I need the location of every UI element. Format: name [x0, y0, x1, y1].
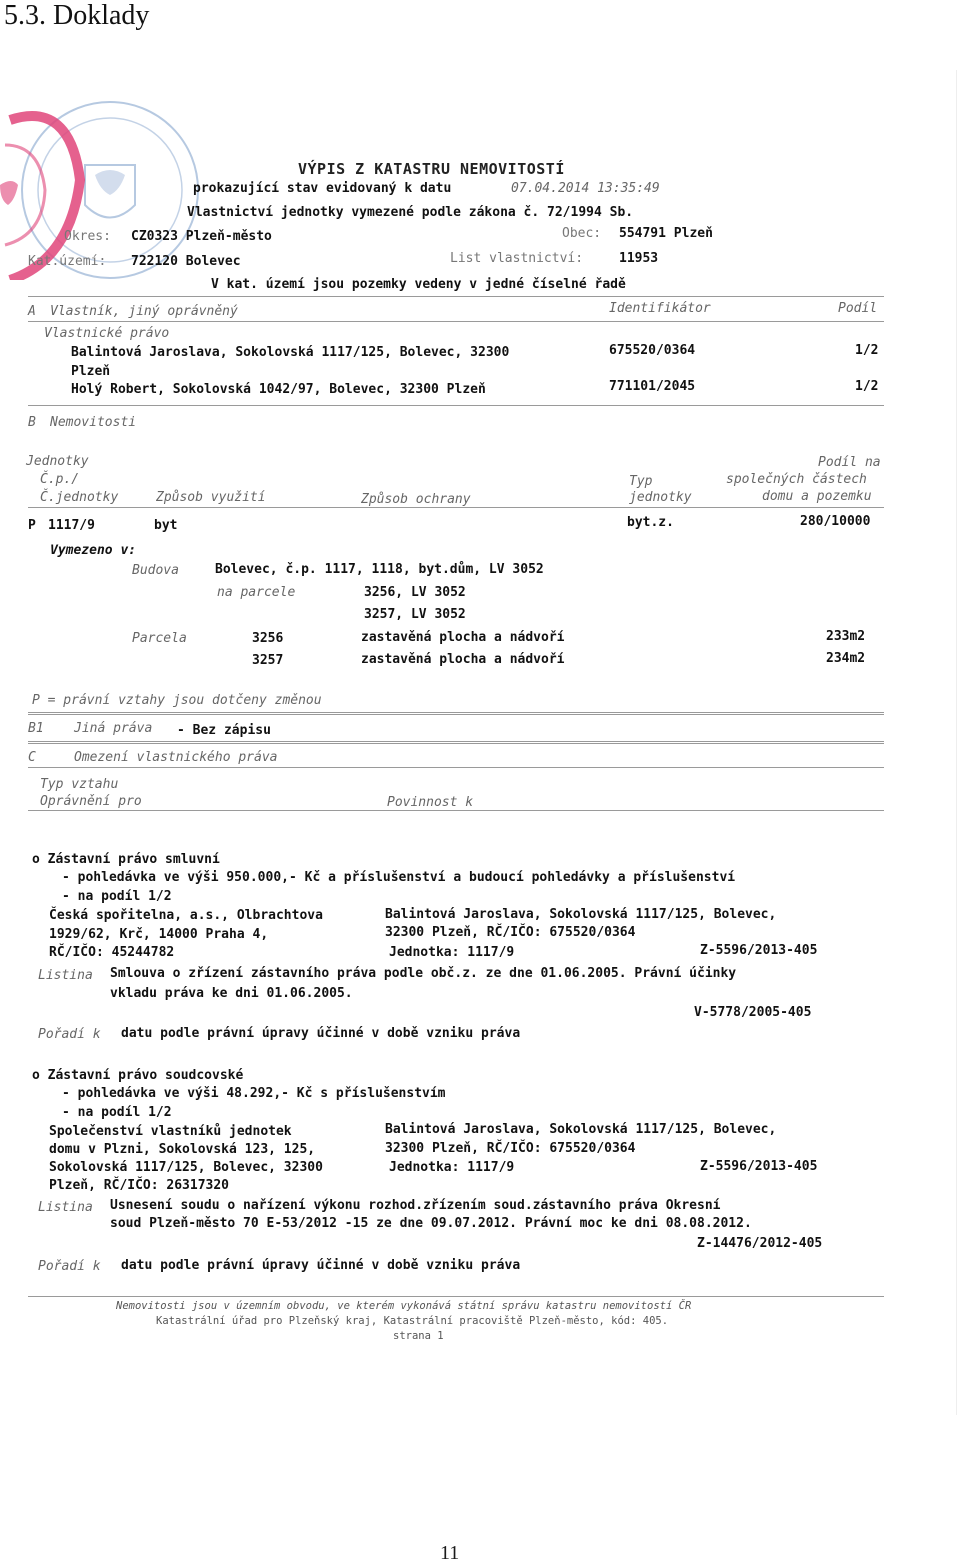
owner-1-share: 1/2 [855, 343, 879, 358]
official-stamp-seal [0, 90, 210, 280]
parcel-2-kind: zastavěná plocha a nádvoří [361, 652, 565, 667]
divider [28, 405, 884, 406]
unit-share: 280/10000 [800, 514, 871, 529]
owner-2-id: 771101/2045 [609, 379, 696, 394]
state-date-label: prokazující stav evidovaný k datu [193, 181, 452, 196]
entry2-listina1: Usnesení soudu o nařízení výkonu rozhod.zřízením soud.zástavního práva Okresní [110, 1198, 721, 1213]
col-identifikator: Identifikátor [609, 301, 711, 316]
entry2-listina-label: Listina [38, 1200, 93, 1215]
entry2-ref2: Z-14476/2012-405 [697, 1236, 823, 1251]
section-a-title: Vlastník, jiný oprávněný [50, 304, 238, 319]
entry1-listina2: vkladu práva ke dni 01.06.2005. [110, 986, 353, 1001]
section-b-label: B [28, 415, 36, 430]
footer-line2: Katastrální úřad pro Plzeňský kraj, Katastrální pracoviště Plzeň-město, kód: 405. [156, 1315, 669, 1327]
footer-page: strana 1 [393, 1330, 444, 1342]
entry1-title: o Zástavní právo smluvní [32, 852, 220, 867]
h-cjednotky: Č.jednotky [40, 490, 119, 505]
ownership-right-label: Vlastnické právo [44, 326, 170, 341]
section-b1-value: - Bez zápisu [177, 723, 271, 738]
owner-1-name: Balintová Jaroslava, Sokolovská 1117/125, Bolevec, 32300 [71, 345, 510, 360]
budova-label: Budova [132, 563, 179, 578]
section-a-label: A [28, 304, 36, 319]
state-date-value: 07.04.2014 13:35:49 [511, 181, 660, 196]
divider [28, 296, 884, 297]
entry2-debtor3: Jednotka: 1117/9 [389, 1160, 515, 1175]
h-zpusob-ochrany: Způsob ochrany [361, 492, 471, 507]
pozemky-note: V kat. území jsou pozemky vedeny v jedné číselné řadě [211, 277, 626, 292]
na-parcele-1: 3256, LV 3052 [364, 585, 466, 600]
footer-line1: Nemovitosti jsou v územním obvodu, ve kterém vykonává státní správu katastru nemovitostí ČR [116, 1300, 692, 1312]
na-parcele-2: 3257, LV 3052 [364, 607, 466, 622]
divider [28, 810, 884, 811]
h-spolecnych: společných částech [726, 472, 867, 487]
katuz-label: Kat.území: [28, 254, 107, 269]
entry2-creditor4: Plzeň, RČ/IČO: 26317320 [49, 1178, 230, 1193]
h-jednotky-type: jednotky [629, 490, 692, 505]
section-heading: 5.3. Doklady [4, 0, 150, 31]
h-povinnost-k: Povinnost k [387, 795, 474, 810]
h-domu-pozemku: domu a pozemku [762, 489, 872, 504]
h-opravneni-pro: Oprávnění pro [40, 794, 142, 809]
entry1-debtor2: 32300 Plzeň, RČ/IČO: 675520/0364 [385, 925, 636, 940]
entry1-creditor3: RČ/IČO: 45244782 [49, 945, 175, 960]
h-typ: Typ [629, 474, 653, 489]
section-b1-title: Jiná práva [74, 721, 153, 736]
section-c-title: Omezení vlastnického práva [74, 750, 278, 765]
entry2-line1: - pohledávka ve výši 48.292,- Kč s příslušenstvím [62, 1086, 446, 1101]
entry2-listina2: soud Plzeň-město 70 E-53/2012 -15 ze dne 09.07.2012. Právní moc ke dni 08.08.2012. [110, 1216, 752, 1231]
entry1-creditor2: 1929/62, Krč, 14000 Praha 4, [49, 927, 269, 942]
owner-2-share: 1/2 [855, 379, 879, 394]
entry2-creditor3: Sokolovská 1117/125, Bolevec, 32300 [49, 1160, 323, 1175]
h-jednotky: Jednotky [26, 454, 89, 469]
parcel-2-no: 3257 [252, 653, 284, 668]
entry1-listina-label: Listina [38, 968, 93, 983]
parcela-label: Parcela [132, 631, 187, 646]
entry1-debtor3: Jednotka: 1117/9 [389, 945, 515, 960]
obec-label: Obec: [562, 226, 602, 241]
entry1-line2: - na podíl 1/2 [62, 889, 172, 904]
entry2-debtor1: Balintová Jaroslava, Sokolovská 1117/125, Bolevec, [385, 1122, 777, 1137]
unit-use: byt [154, 518, 178, 533]
divider [28, 507, 884, 508]
entry2-line2: - na podíl 1/2 [62, 1105, 172, 1120]
section-b-title: Nemovitosti [50, 415, 137, 430]
entry1-line1: - pohledávka ve výši 950.000,- Kč a příslušenství a budoucí pohledávky a příslušenství [62, 870, 736, 885]
unit-flag: P [28, 518, 36, 533]
entry2-creditor2: domu v Plzni, Sokolovská 123, 125, [49, 1142, 316, 1157]
entry1-listina1: Smlouva o zřízení zástavního práva podle obč.z. ze dne 01.06.2005. Právní účinky [110, 966, 737, 981]
entry1-poradi-label: Pořadí k [38, 1027, 101, 1042]
divider [28, 741, 884, 744]
entry2-creditor1: Společenství vlastníků jednotek [49, 1124, 292, 1139]
entry1-ref: Z-5596/2013-405 [700, 943, 818, 958]
unit-type: byt.z. [627, 515, 674, 530]
entry1-ref2: V-5778/2005-405 [694, 1005, 812, 1020]
entry2-poradi: datu podle právní úpravy účinné v době vzniku práva [121, 1258, 521, 1273]
obec-value: 554791 Plzeň [619, 226, 713, 241]
entry1-poradi: datu podle právní úpravy účinné v době vzniku práva [121, 1026, 521, 1041]
na-parcele-label: na parcele [217, 585, 296, 600]
entry1-creditor1: Česká spořitelna, a.s., Olbrachtova [49, 908, 323, 923]
h-podil-na: Podíl na [818, 455, 881, 470]
lv-value: 11953 [619, 251, 659, 266]
unit-number: 1117/9 [48, 518, 95, 533]
entry2-ref: Z-5596/2013-405 [700, 1159, 818, 1174]
col-podil: Podíl [838, 301, 878, 316]
okres-label: Okres: [64, 229, 111, 244]
h-cp: Č.p./ [40, 472, 80, 487]
parcel-1-no: 3256 [252, 631, 284, 646]
owner-1-city: Plzeň [71, 364, 111, 379]
ownership-basis: Vlastnictví jednotky vymezené podle zákona č. 72/1994 Sb. [187, 205, 634, 220]
p-note: P = právní vztahy jsou dotčeny změnou [32, 693, 322, 708]
parcel-1-area: 233m2 [826, 629, 866, 644]
vymezeno-label: Vymezeno v: [50, 543, 137, 558]
divider [28, 767, 884, 768]
owner-2-name: Holý Robert, Sokolovská 1042/97, Bolevec, 32300 Plzeň [71, 382, 486, 397]
section-c-label: C [28, 750, 36, 765]
okres-value: CZ0323 Plzeň-město [131, 229, 272, 244]
katuz-value: 722120 Bolevec [131, 254, 241, 269]
parcel-1-kind: zastavěná plocha a nádvoří [361, 630, 565, 645]
owner-1-id: 675520/0364 [609, 343, 696, 358]
h-typ-vztahu: Typ vztahu [40, 777, 119, 792]
page-number: 11 [440, 1542, 460, 1564]
entry2-title: o Zástavní právo soudcovské [32, 1068, 244, 1083]
document-title: VÝPIS Z KATASTRU NEMOVITOSTÍ [298, 160, 565, 178]
entry2-debtor2: 32300 Plzeň, RČ/IČO: 675520/0364 [385, 1141, 636, 1156]
budova-value: Bolevec, č.p. 1117, 1118, byt.dům, LV 3052 [215, 562, 544, 577]
parcel-2-area: 234m2 [826, 651, 866, 666]
divider [28, 712, 884, 715]
divider [28, 321, 884, 322]
divider [28, 1296, 884, 1297]
entry1-debtor1: Balintová Jaroslava, Sokolovská 1117/125, Bolevec, [385, 907, 777, 922]
lv-label: List vlastnictví: [450, 251, 584, 266]
entry2-poradi-label: Pořadí k [38, 1259, 101, 1274]
section-b1-label: B1 [28, 721, 44, 736]
h-zpusob-vyuziti: Způsob využití [156, 490, 266, 505]
